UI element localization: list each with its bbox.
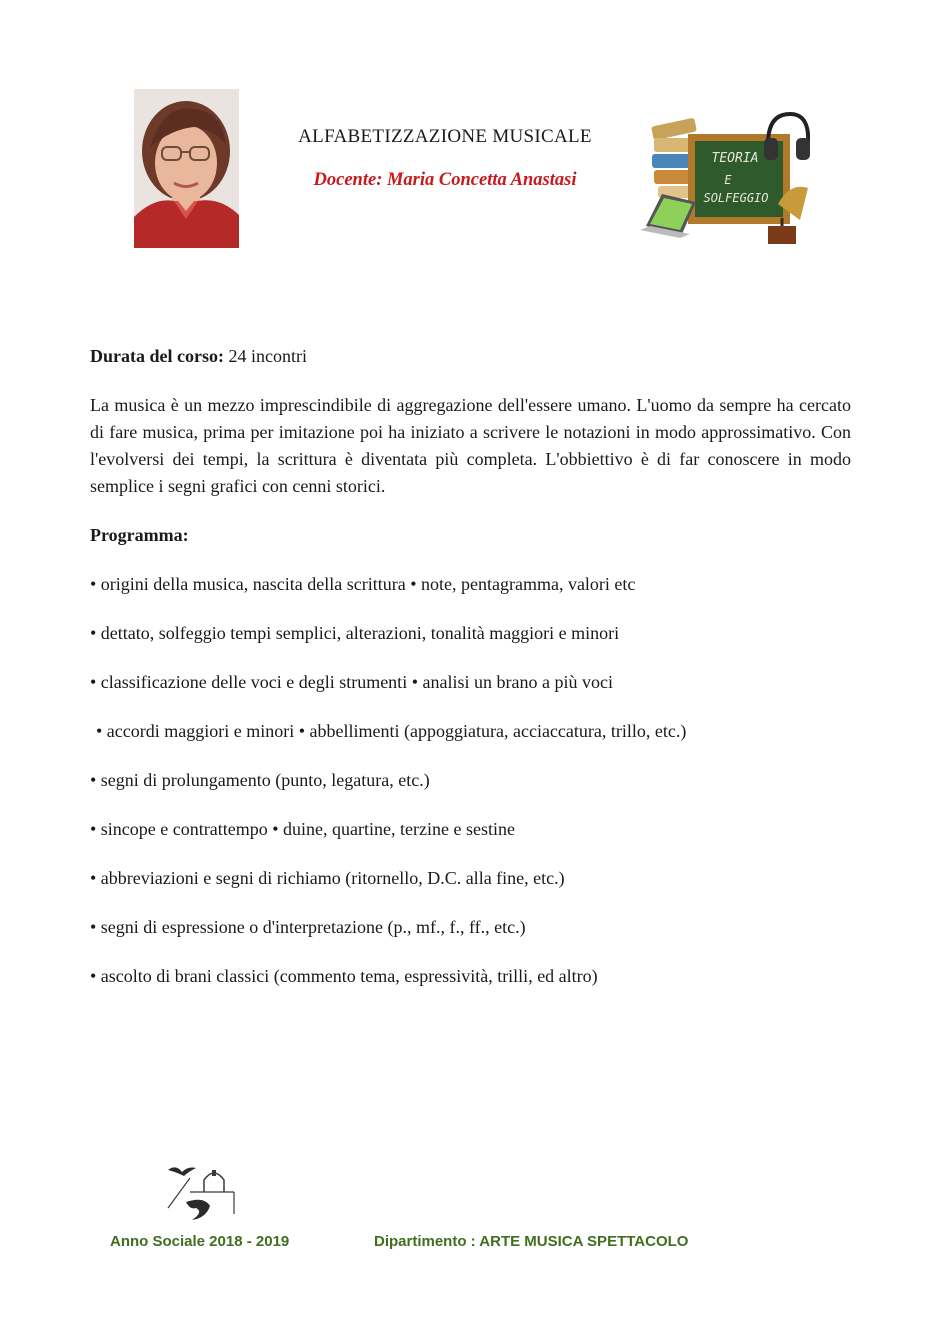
duration-label: Durata del corso: (90, 346, 224, 366)
teacher-photo (134, 89, 239, 248)
program-item: • abbreviazioni e segni di richiamo (ritornello, D.C. alla fine, etc.) (90, 868, 565, 888)
course-content (90, 343, 851, 1012)
program-item: • segni di prolungamento (punto, legatura, etc.) (90, 770, 430, 790)
board-line-2: E (724, 173, 732, 187)
program-item: • origini della musica, nascita della scrittura • note, pentagramma, valori etc (90, 574, 636, 594)
course-intro: La musica è un mezzo imprescindibile di aggregazione dell'essere umano. L'uomo da sempre ha cercato di fare musica, prima per imitazione poi ha iniziato a scrivere le notazioni in modo approssimativo. Con l'evolversi dei tempi, la scrittura è diventata più completa. L'obbiettivo è di far conoscere in modo semplice i segni grafici con cenni storici. (90, 395, 851, 496)
program-item: • segni di espressione o d'interpretazione (p., mf., f., ff., etc.) (90, 917, 526, 937)
program-item: • dettato, solfeggio tempi semplici, alterazioni, tonalità maggiori e minori (90, 623, 620, 643)
association-logo-icon (160, 1162, 240, 1226)
course-duration (90, 343, 851, 370)
teoria-solfeggio-illustration (640, 108, 810, 250)
footer-department: Dipartimento : ARTE MUSICA SPETTACOLO (374, 1233, 689, 1250)
program-item: • ascolto di brani classici (commento tema, espressività, trilli, ed altro) (90, 966, 598, 986)
program-list (90, 571, 851, 990)
laptop-icon (640, 194, 696, 238)
duration-value: 24 incontri (228, 346, 307, 366)
board-line-3: SOLFEGGIO (703, 191, 769, 205)
board-line-1: TEORIA (711, 151, 759, 166)
course-title: ALFABETIZZAZIONE MUSICALE (298, 126, 592, 147)
program-item: • classificazione delle voci e degli strumenti • analisi un brano a più voci (90, 672, 613, 692)
program-item: • sincope e contrattempo • duine, quartine, terzine e sestine (90, 819, 515, 839)
program-heading: Programma: (90, 525, 189, 545)
program-item: • accordi maggiori e minori • abbellimenti (appoggiatura, acciaccatura, trillo, etc.) (96, 721, 687, 741)
teacher-portrait-image (134, 89, 239, 248)
teacher-name: Docente: Maria Concetta Anastasi (313, 170, 577, 190)
footer-year: Anno Sociale 2018 - 2019 (110, 1233, 290, 1250)
